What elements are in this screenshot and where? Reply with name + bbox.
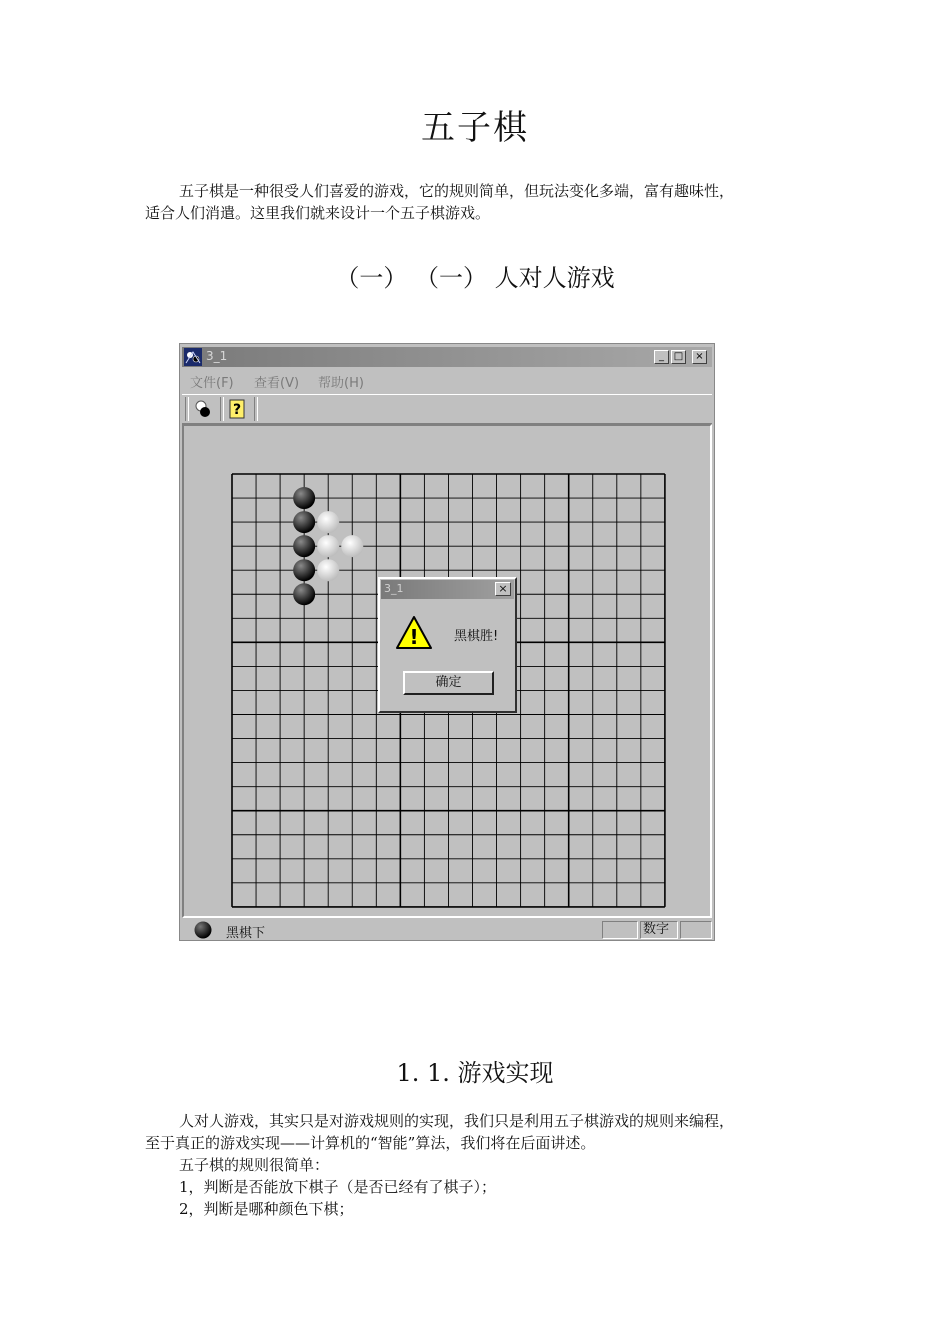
intro-line: 五子棋是一种很受人们喜爱的游戏，它的规则简单，但玩法变化多端，富有趣味性， (179, 182, 735, 200)
intro-paragraph (145, 180, 815, 224)
help-glyph: ? (232, 402, 242, 418)
dialog-message: 黑棋胜! (454, 629, 499, 644)
rules-intro: 五子棋的规则很简单： (179, 1156, 330, 1174)
new-game-icon[interactable] (190, 398, 216, 420)
black-stone (293, 559, 315, 581)
toolbar-separator (254, 397, 258, 421)
status-panel-empty (680, 921, 712, 939)
status-panel-empty (602, 921, 638, 939)
warning-glyph: ! (409, 625, 419, 649)
menu-view[interactable]: 查看(V) (254, 376, 300, 391)
toolbar-separator (185, 397, 189, 421)
ok-button[interactable]: 确定 (403, 671, 494, 695)
menu-file[interactable]: 文件(F) (190, 376, 234, 391)
body-paragraph (145, 1110, 815, 1154)
intro-line: 适合人们消遣。这里我们就来设计一个五子棋游戏。 (145, 204, 491, 222)
minimize-button[interactable]: _ (654, 350, 669, 364)
black-stone-icon (194, 921, 212, 939)
black-stone (293, 583, 315, 605)
close-button[interactable]: × (692, 350, 707, 364)
document-title: 五子棋 (421, 108, 529, 148)
win-dialog (378, 577, 517, 713)
white-stone (317, 559, 339, 581)
status-panel-numlock: 数字 (640, 921, 678, 939)
dialog-close-button[interactable]: × (495, 582, 511, 596)
toolbar (182, 394, 712, 424)
window-title: 3_1 (206, 349, 228, 363)
white-stone (317, 511, 339, 533)
black-stone (293, 535, 315, 557)
status-bar (182, 920, 712, 940)
menu-help[interactable]: 帮助(H) (318, 376, 364, 391)
window-titlebar (182, 347, 712, 367)
dialog-titlebar (381, 580, 514, 599)
section-heading: （一） （一） 人对人游戏 (335, 264, 615, 292)
white-stone (341, 535, 363, 557)
app-icon (184, 348, 202, 366)
help-icon[interactable] (224, 398, 250, 420)
turn-status-text: 黑棋下 (226, 926, 266, 941)
rule-item: 2，判断是哪种颜色下棋； (179, 1200, 354, 1218)
menu-bar (182, 370, 712, 392)
black-stone (293, 487, 315, 509)
subsection-heading: 1. 1. 游戏实现 (396, 1059, 554, 1087)
rule-item: 1，判断是否能放下棋子（是否已经有了棋子）； (179, 1178, 497, 1196)
body-line: 人对人游戏，其实只是对游戏规则的实现，我们只是利用五子棋游戏的规则来编程， (179, 1112, 735, 1130)
warning-icon (395, 615, 433, 651)
white-stone (317, 535, 339, 557)
dialog-title: 3_1 (384, 582, 404, 595)
maximize-button[interactable]: □ (671, 350, 686, 364)
black-stone (293, 511, 315, 533)
body-line: 至于真正的游戏实现——计算机的“智能”算法，我们将在后面讲述。 (145, 1134, 596, 1152)
